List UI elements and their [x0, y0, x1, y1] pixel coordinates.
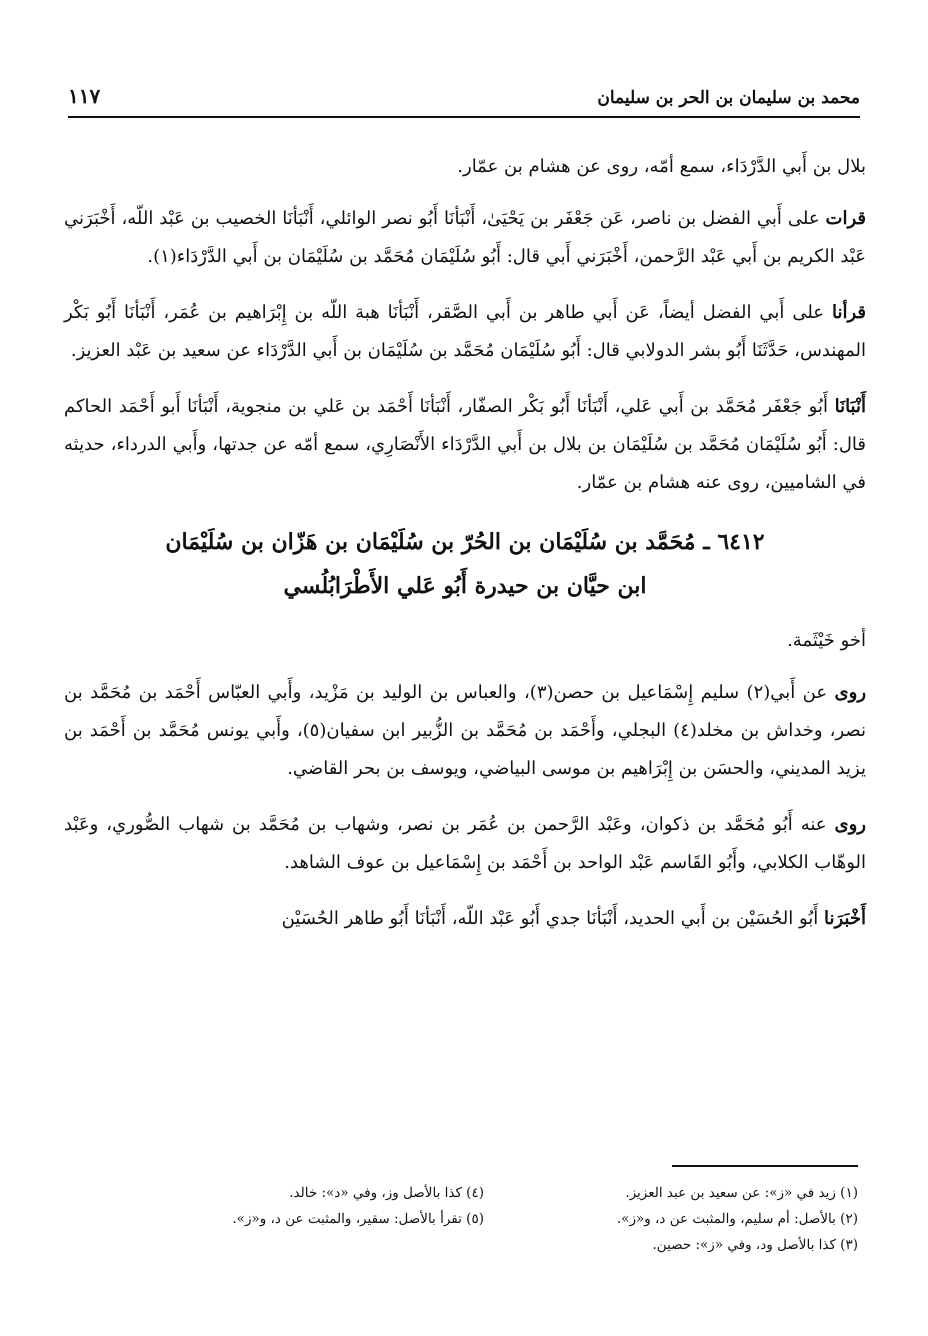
paragraph-lead: أَخْبَرَنا [824, 908, 866, 929]
paragraph-lead: أَنْبَانَا [834, 396, 866, 417]
page-number: ١١٧ [68, 84, 101, 108]
paragraph-lead: قرات [825, 208, 866, 229]
paragraph-lead: روى [834, 814, 866, 835]
paragraph [64, 806, 866, 882]
paragraph [64, 622, 866, 660]
paragraph [64, 148, 866, 186]
footnote: (٣) كذا بالأصل ود، وفي «ز»: حصين. [652, 1237, 858, 1253]
paragraph-text: بلال بن أَبي الدَّرْدَاء، سمع أمّه، روى عن هشام بن عمّار. [457, 156, 866, 177]
paragraph [64, 200, 866, 276]
paragraph-lead: قرأنا [831, 302, 866, 323]
entry-heading-line: ابن حيَّان بن حيدرة أَبُو عَلي الأَطْرَابُلُسي [283, 573, 647, 599]
footnote: (٢) بالأصل: أم سليم، والمثبت عن د، و«ز». [616, 1211, 858, 1227]
main-text [64, 148, 866, 956]
paragraph-lead: روى [834, 682, 867, 703]
paragraph [64, 674, 866, 788]
paragraph-text: عن أَبي(٢) سليم إِسْمَاعيل بن حصن(٣)، والعباس بن الوليد بن مَزْيد، وأَبي العبّاس أَحْمَد بن مُحَمَّد بن نصر، وخداش بن مخلد(٤) البجلي، وأَحْمَد بن مُحَمَّد بن الزُّبير ابن سفيان(٥)، وأَبي يونس مُحَمَّد بن أَحْمَد بن يزيد المديني، والحسَن بن إِبْرَاهيم بن موسى البياضي، ويوسف بن بحر القاضي. [64, 682, 866, 779]
footnote-rule [672, 1165, 858, 1167]
paragraph [64, 294, 866, 370]
paragraph-text: أخو خَيْثَمة. [787, 630, 866, 651]
header-rule [68, 116, 860, 118]
footnote: (١) زيد في «ز»: عن سعيد بن عبد العزيز. [625, 1185, 858, 1201]
footnotes-right-column [524, 1180, 858, 1258]
page-header [68, 78, 860, 108]
paragraph-text: على أَبي الفضل بن ناصر، عَن جَعْفَر بن يَحْيَىٰ، أَنْبَأنَا أَبُو نصر الوائلي، أَنْبَأنَا الخصيب بن عَبْد اللّه، أَخْبَرَني عَبْد الكريم بن أَبي عَبْد الرَّحمن، أَخْبَرَني أَبي قال: أَبُو سُلَيْمَان مُحَمَّد بن سُلَيْمَان بن أَبي الدَّرْدَاء(١). [64, 208, 866, 267]
paragraph [64, 388, 866, 502]
footnote: (٥) تقرأ بالأصل: سقير، والمثبت عن د، و«ز». [232, 1211, 484, 1227]
paragraph [64, 900, 866, 938]
entry-heading [64, 520, 866, 608]
footnote: (٤) كذا بالأصل وز، وفي «د»: خالد. [289, 1185, 484, 1201]
footnotes [150, 1180, 858, 1258]
paragraph-text: أَبُو الحُسَيْن بن أَبي الحديد، أَنْبَأنَا جدي أَبُو عَبْد اللّه، أَنْبَأنَا أَبُو طاهر الحُسَيْن [281, 908, 824, 929]
footnotes-left-column [150, 1180, 484, 1258]
entry-heading-line: ٦٤١٢ ـ مُحَمَّد بن سُلَيْمَان بن الحُرّ بن سُلَيْمَان بن هَزّان بن سُلَيْمَان [165, 529, 765, 555]
running-title: محمد بن سليمان بن الحر بن سليمان [597, 88, 860, 108]
paragraph-text: أَبُو جَعْفَر مُحَمَّد بن أَبي عَلي، أَنْبَأنَا أَبُو بَكْر الصفّار، أَنْبَأنَا أَحْمَد بن عَلي بن منجوية، أَنْبَأنَا أَبو أَحْمَد الحاكم قال: أَبُو سُلَيْمَان مُحَمَّد بن سُلَيْمَان بن بلال بن أَبي الدَّرْدَاء الأَنْصَارِي، سمع أمّه عن جدتها، وأَبي الدرداء، حديثه في الشاميين، روى عنه هشام بن عمّار. [64, 396, 866, 493]
paragraph-text: عنه أَبُو مُحَمَّد بن ذكوان، وعَبْد الرَّحمن بن عُمَر بن نصر، وشهاب بن مُحَمَّد بن شهاب الصُّوري، وعَبْد الوهّاب الكلابي، وأَبُو القَاسم عَبْد الواحد بن أَحْمَد بن إِسْمَاعيل بن عوف الشاهد. [64, 814, 866, 873]
paragraph-text: على أَبي الفضل أيضاً، عَن أَبي طاهر بن أَبي الصَّقر، أَنْبَأنَا هبة اللّه بن إِبْرَاهيم بن عُمَر، أَنْبَأنَا أَبُو بَكْر المهندس، حَدَّثَنَا أَبُو بشر الدولابي قال: أَبُو سُلَيْمَان مُحَمَّد بن سُلَيْمَان بن أَبي الدَّرْدَاء عن سعيد بن عَبْد العزيز. [64, 302, 866, 361]
